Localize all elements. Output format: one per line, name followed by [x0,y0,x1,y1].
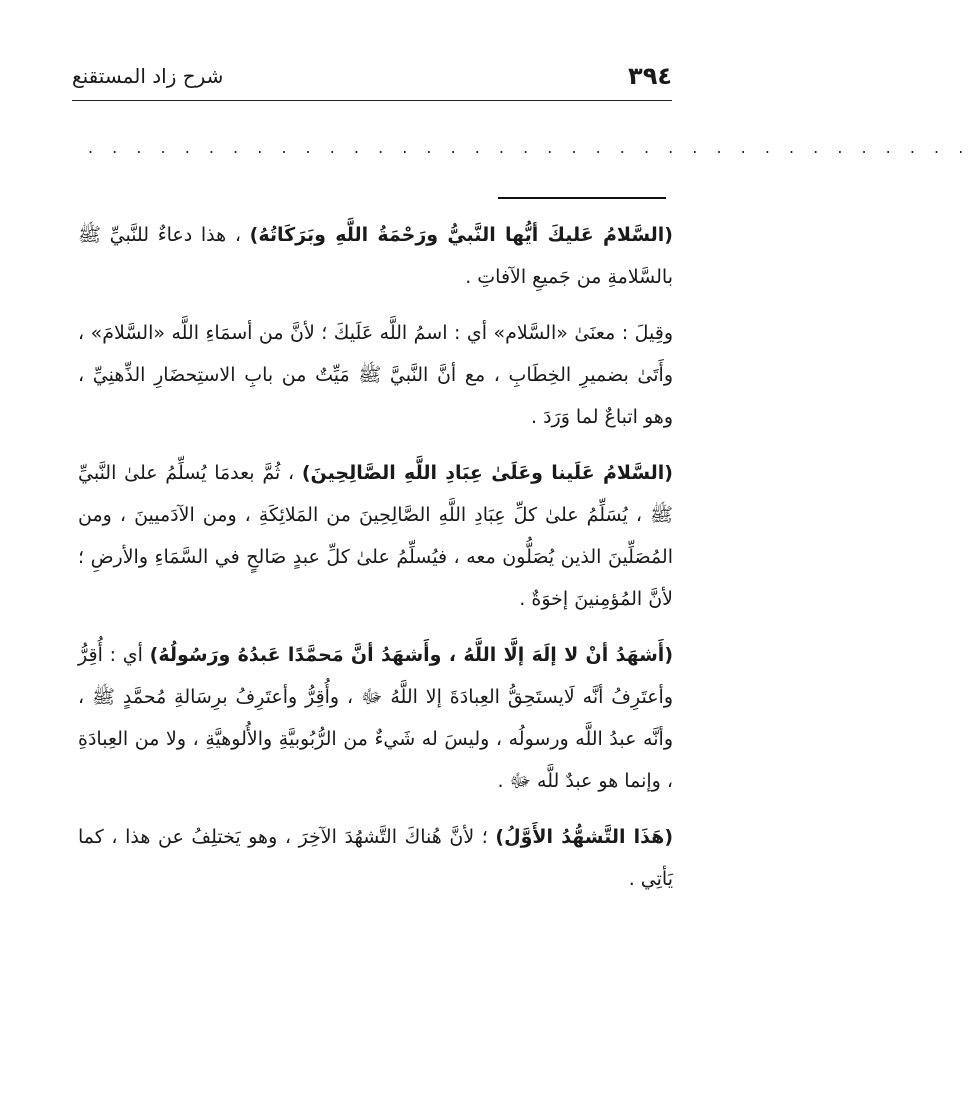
commentary-text: ، ثُمَّ بعدمَا يُسلِّمُ علىٰ النَّبيِّ ﷺ ، يُسَلِّمُ علىٰ كلِّ عِبَادِ اللَّهِ الصَّالِحِينَ من المَلائِكَةِ ، ومن الآدَميينَ ، ومن المُصَلِّينَ الذين يُصَلُّون معه ، فيُسلِّمُ علىٰ كلِّ عبدٍ صَالحٍ في السَّمَاءِ والأرضِ ؛ لأنَّ المُؤمِنينَ إخوَةٌ . [78,462,673,610]
matn-quote: (هَذَا التَّشهُّدُ الأَوَّلُ) [495,826,674,848]
paragraph-2 [78,312,673,438]
commentary-text: وقِيلَ : معنَىٰ «السَّلام» أي : اسمُ اللَّه عَلَيكَ ؛ لأنَّ من أسمَاءِ اللَّه «السَّلامَ» ، وأَتَىٰ بضميرِ الخِطَابِ ، مع أنَّ النَّبيَّ ﷺ مَيِّتٌ من بابِ الاستِحضَارِ الذِّهنِيِّ ، وهو اتباعٌ لما وَرَدَ . [78,322,673,428]
header-rule [72,100,672,101]
section-rule [498,197,666,199]
matn-quote: (السَّلامُ عَلَينا وعَلَىٰ عِبَادِ اللَّهِ الصَّالِحِينَ) [301,462,673,484]
commentary-text: ؛ لأنَّ هُناكَ التَّشهُدَ الآخِرَ ، وهو يَختلِفُ عن هذا ، كما يَأتِي . [78,826,673,890]
matn-quote: (السَّلامُ عَليكَ أيُّها النَّبيُّ ورَحْمَةُ اللَّهِ وبَرَكَاتُهُ) [249,224,673,246]
paragraph-3 [78,452,673,620]
page-number: ٣٩٤ [628,62,672,90]
commentary-text: أي : أُقِرُّ وأعتَرِفُ أنَّه لَايستَحِقُّ العِبادَةَ إلا اللَّهُ ﷻ ، وأُقِرُّ وأعتَرِفُ برِسَالةِ مُحمَّدٍ ﷺ ، وأنَّه عبدُ اللَّه ورسولُه ، وليسَ له شَيءٌ من الرُّبُوبيَّةِ والأُلوهيَّةِ ، ولا من العِبادَةِ ، وإنما هو عبدٌ للَّه ﷻ . [78,644,673,792]
book-title: شرح زاد المستقنع [72,64,224,88]
paragraph-4 [78,634,673,802]
matn-quote: (أَشهَدُ أنْ لا إلَهَ إلَّا اللَّهُ ، وأَشهَدُ أنَّ مَحمَّدًا عَبدُهُ ورَسُولُهُ) [149,644,674,666]
page-content [78,214,673,914]
page-header [72,58,672,94]
commentary-text: ، هذا دعاءٌ للنَّبيِّ ﷺ بالسَّلامةِ من جَميعِ الآفاتِ . [78,224,673,288]
paragraph-1 [78,214,673,298]
paragraph-5 [78,816,673,900]
dotted-separator: . . . . . . . . . . . . . . . . . . . . . . . . . . . . . . . . . . . . . [88,138,970,157]
